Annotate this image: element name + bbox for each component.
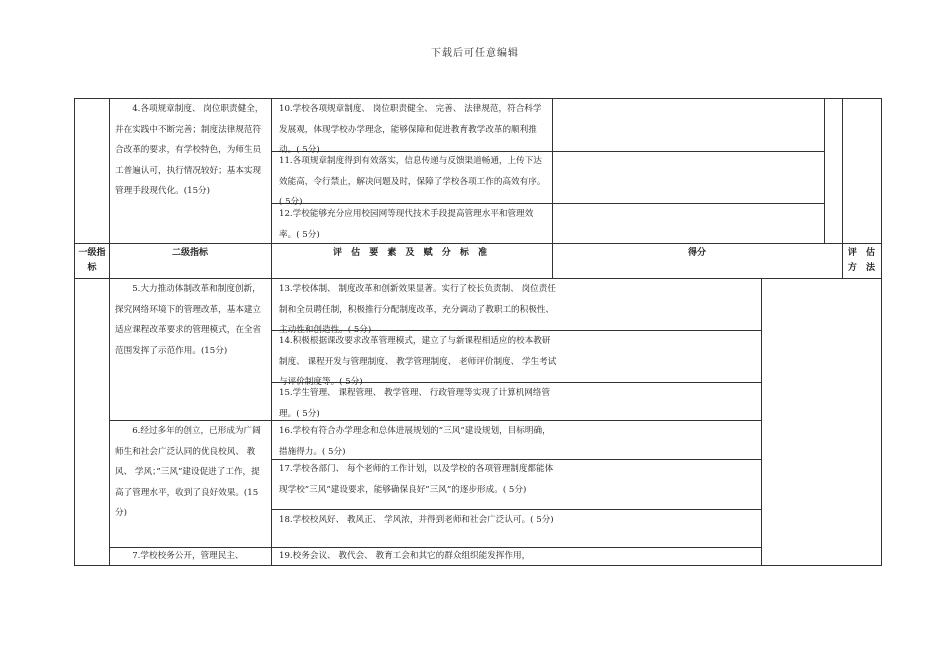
evaluation-table: [74, 98, 882, 566]
criterion-11: 11.各项规章制度得到有效落实，信息传递与反馈渠道畅通，上传下达效能高，令行禁止，解决问题及时，保障了学校各项工作的高效有序。( 5分): [279, 156, 546, 207]
section-a: [75, 99, 881, 243]
secondary-indicator-5: 5.大力推动体制改革和制度创新，探究网络环境下的管理改革，基本建立适应课程改革要求的管理模式，在全省范围发挥了示范作用。(15分): [115, 284, 262, 356]
table-header-row: [75, 243, 881, 279]
secondary-indicator-6: 6.经过多年的创立，已形成为广阔师生和社会广泛认同的优良校风、 教风、 学风；”三风”建设促进了工作，提高了管理水平，收到了良好效果。(15分): [115, 426, 261, 518]
criterion-13: 13.学校体制、 制度改革和创新效果显著。实行了校长负责制、 岗位责任制和全员聘任制，积极推行分配制度改革，充分调动了教职工的积极性、 主动性和创造性。( 5分): [279, 284, 556, 335]
header-method: 评 估 方 法: [847, 248, 879, 273]
header-score: 得分: [687, 248, 706, 258]
criterion-12: 12.学校能够充分应用校园网等现代技术手段提高管理水平和管理效率。( 5分): [279, 209, 534, 240]
criterion-14: 14.积极根据课改要求改革管理模式，建立了与新课程相适应的校本教研制度、 课程开发与管理制度、 教学管理制度、 老师评价制度、 学生考试与评价制度等。( 5分): [279, 336, 557, 387]
page-header: 下载后可任意编辑: [431, 48, 519, 59]
secondary-indicator-7: 7.学校校务公开，管理民主、: [132, 551, 244, 561]
criterion-10: 10.学校各项规章制度、 岗位职责健全、 完善、 法律规范，符合科学发展观，体现学校办学理念，能够保障和促进教育教学改革的顺利推动。( 5分): [279, 104, 542, 155]
header-secondary-indicator: 二级指标: [171, 248, 208, 258]
criterion-16: 16.学校有符合办学理念和总体进展规划的”三风”建设规划，目标明确，措施得力。( 5分): [279, 426, 551, 457]
header-criteria: 评 估 要 素 及 赋 分 标 准: [332, 248, 491, 258]
section-b: [75, 279, 881, 566]
header-primary-indicator: 一级指标: [78, 248, 106, 273]
criterion-18: 18.学校校风好、 教风正、 学风浓，并得到老师和社会广泛认可。( 5分): [279, 515, 554, 525]
criterion-17: 17.学校各部门、 每个老师的工作计划，以及学校的各项管理制度都能体现学校”三风”建设要求，能够确保良好”三风”的逐步形成。( 5分): [279, 464, 554, 495]
criterion-19: 19.校务会议、 教代会、 教育工会和其它的群众组织能发挥作用，: [279, 551, 531, 561]
secondary-indicator-4: 4.各项规章制度、 岗位职责健全，并在实践中不断完善；制度法律规范符合改革的要求，有学校特色，为师生员工普遍认可，执行情况较好；基本实现管理手段现代化。(15分): [115, 104, 264, 196]
criterion-15: 15.学生管理、 课程管理、 教学管理、 行政管理等实现了计算机网络管理。( 5分): [279, 388, 551, 419]
